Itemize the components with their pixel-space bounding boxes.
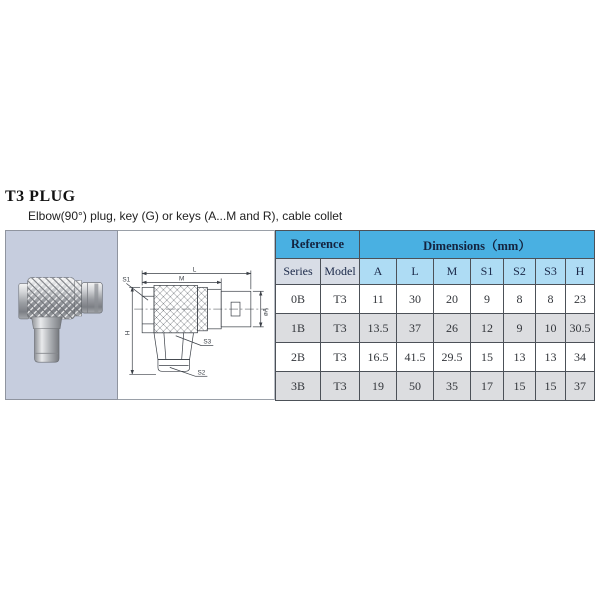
cell-l: 41.5 [397,343,434,372]
table-row [276,314,595,343]
dim-label-dia: øA [262,307,270,317]
dim-label-m: M [178,275,185,283]
header-dimensions: Dimensions（mm） [360,231,595,259]
table-header-group-row [276,231,595,259]
cell-s2: 13 [504,343,536,372]
table-row [276,372,595,401]
cell-s2: 9 [504,314,536,343]
cell-s2: 8 [504,285,536,314]
cell-s3: 8 [536,285,566,314]
cell-series: 1B [276,314,321,343]
product-content-block [5,230,595,400]
cell-m: 26 [434,314,471,343]
dim-label-s2: S2 [197,369,206,377]
dim-label-s1: S1 [122,276,131,284]
cell-s2: 15 [504,372,536,401]
cell-h: 23 [566,285,595,314]
technical-drawing-panel [118,230,275,400]
cell-h: 37 [566,372,595,401]
cell-model: T3 [321,314,360,343]
cell-model: T3 [321,343,360,372]
cell-series: 3B [276,372,321,401]
page-subtitle: Elbow(90°) plug, key (G) or keys (A...M and R), cable collet [28,209,343,223]
cell-s1: 12 [471,314,504,343]
dim-label-s3: S3 [203,338,212,346]
table-row [276,343,595,372]
table-column-header-row [276,259,595,285]
cell-s3: 10 [536,314,566,343]
cell-model: T3 [321,372,360,401]
dimensions-table-wrap [275,230,595,400]
cell-a: 11 [360,285,397,314]
cell-a: 19 [360,372,397,401]
cell-m: 20 [434,285,471,314]
header-reference: Reference [276,231,360,259]
cell-l: 37 [397,314,434,343]
col-header-h: H [566,259,595,285]
col-header-l: L [397,259,434,285]
cell-s1: 9 [471,285,504,314]
cell-a: 16.5 [360,343,397,372]
cell-h: 34 [566,343,595,372]
col-header-s2: S2 [504,259,536,285]
cell-m: 29.5 [434,343,471,372]
cell-m: 35 [434,372,471,401]
cell-series: 2B [276,343,321,372]
page-title: T3 PLUG [5,188,76,205]
cell-l: 50 [397,372,434,401]
cell-a: 13.5 [360,314,397,343]
cell-h: 30.5 [566,314,595,343]
cell-series: 0B [276,285,321,314]
product-photo-panel [5,230,118,400]
dimensions-table [275,230,595,401]
col-header-a: A [360,259,397,285]
table-row [276,285,595,314]
dim-label-l: L [192,266,197,274]
cell-l: 30 [397,285,434,314]
elbow-plug-photo [6,231,117,399]
col-header-model: Model [321,259,360,285]
col-header-series: Series [276,259,321,285]
cell-model: T3 [321,285,360,314]
col-header-m: M [434,259,471,285]
technical-drawing [118,231,274,399]
cell-s3: 13 [536,343,566,372]
col-header-s3: S3 [536,259,566,285]
cell-s1: 17 [471,372,504,401]
cell-s3: 15 [536,372,566,401]
dim-label-h: H [124,330,132,336]
col-header-s1: S1 [471,259,504,285]
cell-s1: 15 [471,343,504,372]
